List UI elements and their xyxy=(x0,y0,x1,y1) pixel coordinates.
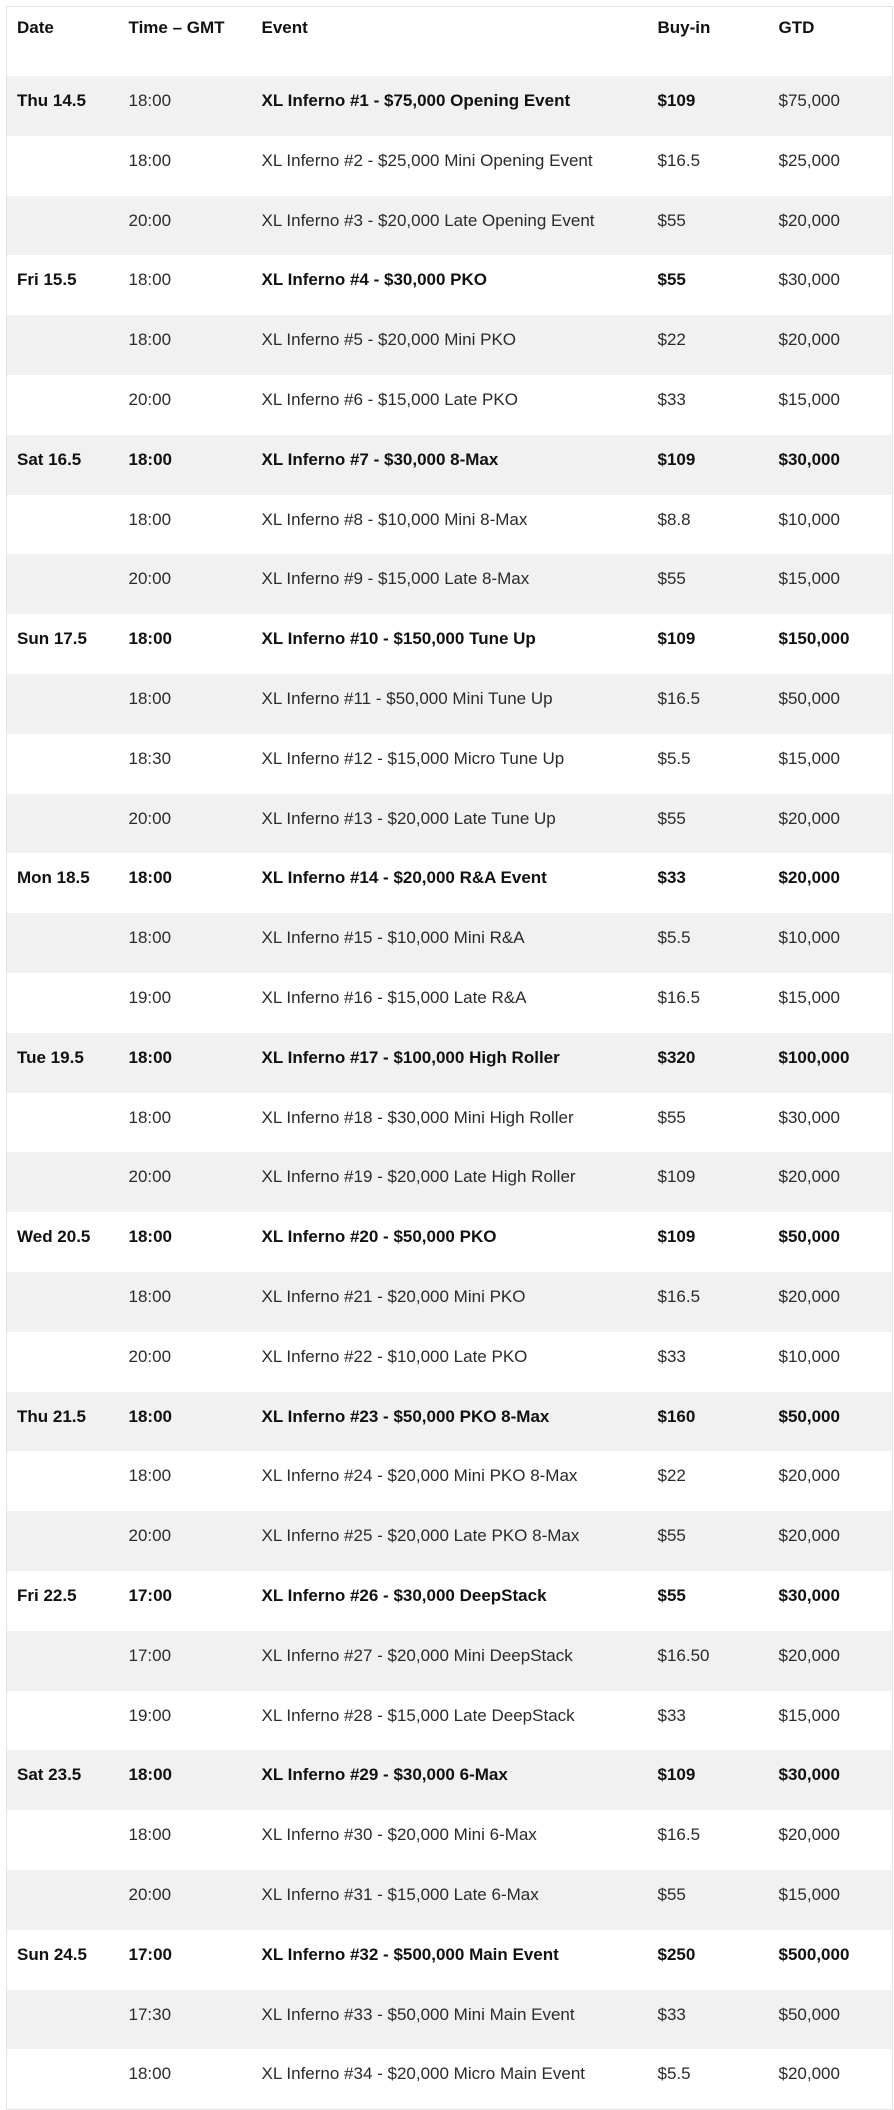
table-row xyxy=(7,1631,893,1691)
date-cell xyxy=(7,1631,119,1691)
buyin-cell: $109 xyxy=(648,435,769,495)
buyin-cell: $55 xyxy=(648,255,769,315)
time-cell: 18:00 xyxy=(119,853,252,913)
schedule-header xyxy=(7,7,893,77)
header-event: Event xyxy=(252,7,648,77)
event-cell: XL Inferno #9 - $15,000 Late 8-Max xyxy=(252,554,648,614)
event-cell: XL Inferno #5 - $20,000 Mini PKO xyxy=(252,315,648,375)
buyin-cell: $320 xyxy=(648,1033,769,1093)
time-cell: 18:00 xyxy=(119,913,252,973)
buyin-cell: $16.50 xyxy=(648,1631,769,1691)
schedule-body xyxy=(7,76,893,2109)
date-cell xyxy=(7,794,119,854)
time-cell: 18:00 xyxy=(119,674,252,734)
event-cell: XL Inferno #27 - $20,000 Mini DeepStack xyxy=(252,1631,648,1691)
time-cell: 20:00 xyxy=(119,1511,252,1571)
event-cell: XL Inferno #31 - $15,000 Late 6-Max xyxy=(252,1870,648,1930)
event-cell: XL Inferno #7 - $30,000 8-Max xyxy=(252,435,648,495)
event-cell: XL Inferno #16 - $15,000 Late R&A xyxy=(252,973,648,1033)
event-cell: XL Inferno #23 - $50,000 PKO 8-Max xyxy=(252,1392,648,1452)
event-cell: XL Inferno #32 - $500,000 Main Event xyxy=(252,1930,648,1990)
date-cell xyxy=(7,1093,119,1153)
time-cell: 20:00 xyxy=(119,1152,252,1212)
gtd-cell: $15,000 xyxy=(769,973,893,1033)
table-row xyxy=(7,315,893,375)
schedule-table xyxy=(6,6,893,2110)
date-cell xyxy=(7,1990,119,2050)
date-cell xyxy=(7,2049,119,2109)
gtd-cell: $10,000 xyxy=(769,1332,893,1392)
event-cell: XL Inferno #10 - $150,000 Tune Up xyxy=(252,614,648,674)
gtd-cell: $15,000 xyxy=(769,1870,893,1930)
buyin-cell: $55 xyxy=(648,1511,769,1571)
table-row xyxy=(7,913,893,973)
time-cell: 19:00 xyxy=(119,1691,252,1751)
event-cell: XL Inferno #24 - $20,000 Mini PKO 8-Max xyxy=(252,1451,648,1511)
gtd-cell: $25,000 xyxy=(769,136,893,196)
time-cell: 18:00 xyxy=(119,495,252,555)
buyin-cell: $33 xyxy=(648,853,769,913)
buyin-cell: $33 xyxy=(648,1332,769,1392)
event-cell: XL Inferno #33 - $50,000 Mini Main Event xyxy=(252,1990,648,2050)
gtd-cell: $50,000 xyxy=(769,1392,893,1452)
buyin-cell: $250 xyxy=(648,1930,769,1990)
table-row xyxy=(7,375,893,435)
buyin-cell: $33 xyxy=(648,1691,769,1751)
event-cell: XL Inferno #11 - $50,000 Mini Tune Up xyxy=(252,674,648,734)
buyin-cell: $5.5 xyxy=(648,2049,769,2109)
event-cell: XL Inferno #12 - $15,000 Micro Tune Up xyxy=(252,734,648,794)
header-gtd: GTD xyxy=(769,7,893,77)
buyin-cell: $55 xyxy=(648,1093,769,1153)
buyin-cell: $109 xyxy=(648,76,769,136)
gtd-cell: $75,000 xyxy=(769,76,893,136)
buyin-cell: $160 xyxy=(648,1392,769,1452)
gtd-cell: $20,000 xyxy=(769,1511,893,1571)
time-cell: 17:00 xyxy=(119,1631,252,1691)
gtd-cell: $15,000 xyxy=(769,554,893,614)
event-cell: XL Inferno #1 - $75,000 Opening Event xyxy=(252,76,648,136)
event-cell: XL Inferno #28 - $15,000 Late DeepStack xyxy=(252,1691,648,1751)
time-cell: 20:00 xyxy=(119,196,252,256)
gtd-cell: $20,000 xyxy=(769,794,893,854)
date-cell xyxy=(7,1332,119,1392)
table-row xyxy=(7,674,893,734)
date-cell xyxy=(7,1691,119,1751)
date-cell: Wed 20.5 xyxy=(7,1212,119,1272)
date-cell xyxy=(7,734,119,794)
gtd-cell: $15,000 xyxy=(769,734,893,794)
event-cell: XL Inferno #19 - $20,000 Late High Roller xyxy=(252,1152,648,1212)
event-cell: XL Inferno #6 - $15,000 Late PKO xyxy=(252,375,648,435)
time-cell: 18:00 xyxy=(119,76,252,136)
buyin-cell: $55 xyxy=(648,196,769,256)
table-row xyxy=(7,1750,893,1810)
time-cell: 18:00 xyxy=(119,1212,252,1272)
date-cell: Sun 24.5 xyxy=(7,1930,119,1990)
event-cell: XL Inferno #22 - $10,000 Late PKO xyxy=(252,1332,648,1392)
event-cell: XL Inferno #3 - $20,000 Late Opening Event xyxy=(252,196,648,256)
header-row xyxy=(7,7,893,77)
gtd-cell: $20,000 xyxy=(769,2049,893,2109)
event-cell: XL Inferno #14 - $20,000 R&A Event xyxy=(252,853,648,913)
time-cell: 18:00 xyxy=(119,435,252,495)
gtd-cell: $50,000 xyxy=(769,1990,893,2050)
buyin-cell: $16.5 xyxy=(648,674,769,734)
gtd-cell: $30,000 xyxy=(769,1571,893,1631)
gtd-cell: $30,000 xyxy=(769,435,893,495)
date-cell xyxy=(7,554,119,614)
gtd-cell: $50,000 xyxy=(769,1212,893,1272)
date-cell xyxy=(7,375,119,435)
header-time: Time – GMT xyxy=(119,7,252,77)
buyin-cell: $5.5 xyxy=(648,913,769,973)
buyin-cell: $33 xyxy=(648,1990,769,2050)
date-cell xyxy=(7,913,119,973)
table-row xyxy=(7,255,893,315)
table-row xyxy=(7,973,893,1033)
buyin-cell: $16.5 xyxy=(648,1272,769,1332)
time-cell: 18:00 xyxy=(119,315,252,375)
time-cell: 18:00 xyxy=(119,1033,252,1093)
time-cell: 18:00 xyxy=(119,2049,252,2109)
header-date: Date xyxy=(7,7,119,77)
time-cell: 18:00 xyxy=(119,614,252,674)
time-cell: 20:00 xyxy=(119,1332,252,1392)
buyin-cell: $109 xyxy=(648,1750,769,1810)
table-row xyxy=(7,1392,893,1452)
time-cell: 18:00 xyxy=(119,1810,252,1870)
buyin-cell: $16.5 xyxy=(648,136,769,196)
table-row xyxy=(7,435,893,495)
time-cell: 19:00 xyxy=(119,973,252,1033)
event-cell: XL Inferno #2 - $25,000 Mini Opening Event xyxy=(252,136,648,196)
table-row xyxy=(7,1332,893,1392)
gtd-cell: $15,000 xyxy=(769,375,893,435)
time-cell: 18:00 xyxy=(119,1750,252,1810)
table-row xyxy=(7,794,893,854)
buyin-cell: $16.5 xyxy=(648,973,769,1033)
table-row xyxy=(7,554,893,614)
date-cell xyxy=(7,196,119,256)
table-row xyxy=(7,614,893,674)
time-cell: 17:00 xyxy=(119,1571,252,1631)
table-row xyxy=(7,196,893,256)
table-row xyxy=(7,1810,893,1870)
table-row xyxy=(7,495,893,555)
time-cell: 20:00 xyxy=(119,375,252,435)
table-row xyxy=(7,1451,893,1511)
date-cell: Thu 21.5 xyxy=(7,1392,119,1452)
time-cell: 20:00 xyxy=(119,554,252,614)
date-cell xyxy=(7,1272,119,1332)
table-row xyxy=(7,1511,893,1571)
date-cell xyxy=(7,973,119,1033)
table-row xyxy=(7,2049,893,2109)
event-cell: XL Inferno #25 - $20,000 Late PKO 8-Max xyxy=(252,1511,648,1571)
date-cell xyxy=(7,1810,119,1870)
event-cell: XL Inferno #15 - $10,000 Mini R&A xyxy=(252,913,648,973)
table-row xyxy=(7,136,893,196)
gtd-cell: $20,000 xyxy=(769,1272,893,1332)
date-cell xyxy=(7,1152,119,1212)
date-cell xyxy=(7,1511,119,1571)
buyin-cell: $109 xyxy=(648,614,769,674)
date-cell: Sat 16.5 xyxy=(7,435,119,495)
date-cell xyxy=(7,495,119,555)
date-cell xyxy=(7,136,119,196)
buyin-cell: $8.8 xyxy=(648,495,769,555)
time-cell: 18:00 xyxy=(119,1093,252,1153)
time-cell: 18:00 xyxy=(119,1392,252,1452)
table-row xyxy=(7,1930,893,1990)
buyin-cell: $22 xyxy=(648,1451,769,1511)
buyin-cell: $55 xyxy=(648,554,769,614)
date-cell xyxy=(7,1451,119,1511)
time-cell: 18:00 xyxy=(119,1451,252,1511)
gtd-cell: $30,000 xyxy=(769,1093,893,1153)
table-row xyxy=(7,1272,893,1332)
gtd-cell: $50,000 xyxy=(769,674,893,734)
time-cell: 20:00 xyxy=(119,1870,252,1930)
buyin-cell: $22 xyxy=(648,315,769,375)
date-cell xyxy=(7,1870,119,1930)
table-row xyxy=(7,1870,893,1930)
event-cell: XL Inferno #20 - $50,000 PKO xyxy=(252,1212,648,1272)
table-row xyxy=(7,853,893,913)
gtd-cell: $30,000 xyxy=(769,255,893,315)
event-cell: XL Inferno #18 - $30,000 Mini High Roller xyxy=(252,1093,648,1153)
table-row xyxy=(7,76,893,136)
gtd-cell: $20,000 xyxy=(769,1631,893,1691)
date-cell: Tue 19.5 xyxy=(7,1033,119,1093)
buyin-cell: $55 xyxy=(648,1571,769,1631)
date-cell: Sun 17.5 xyxy=(7,614,119,674)
gtd-cell: $10,000 xyxy=(769,913,893,973)
time-cell: 18:00 xyxy=(119,255,252,315)
gtd-cell: $20,000 xyxy=(769,1810,893,1870)
event-cell: XL Inferno #17 - $100,000 High Roller xyxy=(252,1033,648,1093)
time-cell: 18:00 xyxy=(119,1272,252,1332)
gtd-cell: $20,000 xyxy=(769,315,893,375)
event-cell: XL Inferno #34 - $20,000 Micro Main Event xyxy=(252,2049,648,2109)
buyin-cell: $109 xyxy=(648,1152,769,1212)
time-cell: 20:00 xyxy=(119,794,252,854)
table-row xyxy=(7,1691,893,1751)
event-cell: XL Inferno #29 - $30,000 6-Max xyxy=(252,1750,648,1810)
date-cell: Fri 15.5 xyxy=(7,255,119,315)
buyin-cell: $109 xyxy=(648,1212,769,1272)
event-cell: XL Inferno #21 - $20,000 Mini PKO xyxy=(252,1272,648,1332)
event-cell: XL Inferno #30 - $20,000 Mini 6-Max xyxy=(252,1810,648,1870)
table-row xyxy=(7,1152,893,1212)
event-cell: XL Inferno #26 - $30,000 DeepStack xyxy=(252,1571,648,1631)
event-cell: XL Inferno #13 - $20,000 Late Tune Up xyxy=(252,794,648,854)
gtd-cell: $20,000 xyxy=(769,196,893,256)
gtd-cell: $10,000 xyxy=(769,495,893,555)
buyin-cell: $5.5 xyxy=(648,734,769,794)
date-cell: Thu 14.5 xyxy=(7,76,119,136)
table-row xyxy=(7,1212,893,1272)
gtd-cell: $30,000 xyxy=(769,1750,893,1810)
table-row xyxy=(7,734,893,794)
time-cell: 17:30 xyxy=(119,1990,252,2050)
buyin-cell: $55 xyxy=(648,1870,769,1930)
buyin-cell: $33 xyxy=(648,375,769,435)
table-row xyxy=(7,1990,893,2050)
gtd-cell: $500,000 xyxy=(769,1930,893,1990)
gtd-cell: $150,000 xyxy=(769,614,893,674)
date-cell: Mon 18.5 xyxy=(7,853,119,913)
time-cell: 17:00 xyxy=(119,1930,252,1990)
header-buyin: Buy-in xyxy=(648,7,769,77)
date-cell xyxy=(7,315,119,375)
table-row xyxy=(7,1093,893,1153)
date-cell: Fri 22.5 xyxy=(7,1571,119,1631)
buyin-cell: $16.5 xyxy=(648,1810,769,1870)
gtd-cell: $20,000 xyxy=(769,1451,893,1511)
event-cell: XL Inferno #8 - $10,000 Mini 8-Max xyxy=(252,495,648,555)
date-cell: Sat 23.5 xyxy=(7,1750,119,1810)
gtd-cell: $100,000 xyxy=(769,1033,893,1093)
table-row xyxy=(7,1033,893,1093)
time-cell: 18:00 xyxy=(119,136,252,196)
buyin-cell: $55 xyxy=(648,794,769,854)
event-cell: XL Inferno #4 - $30,000 PKO xyxy=(252,255,648,315)
gtd-cell: $20,000 xyxy=(769,1152,893,1212)
gtd-cell: $20,000 xyxy=(769,853,893,913)
date-cell xyxy=(7,674,119,734)
gtd-cell: $15,000 xyxy=(769,1691,893,1751)
table-row xyxy=(7,1571,893,1631)
time-cell: 18:30 xyxy=(119,734,252,794)
